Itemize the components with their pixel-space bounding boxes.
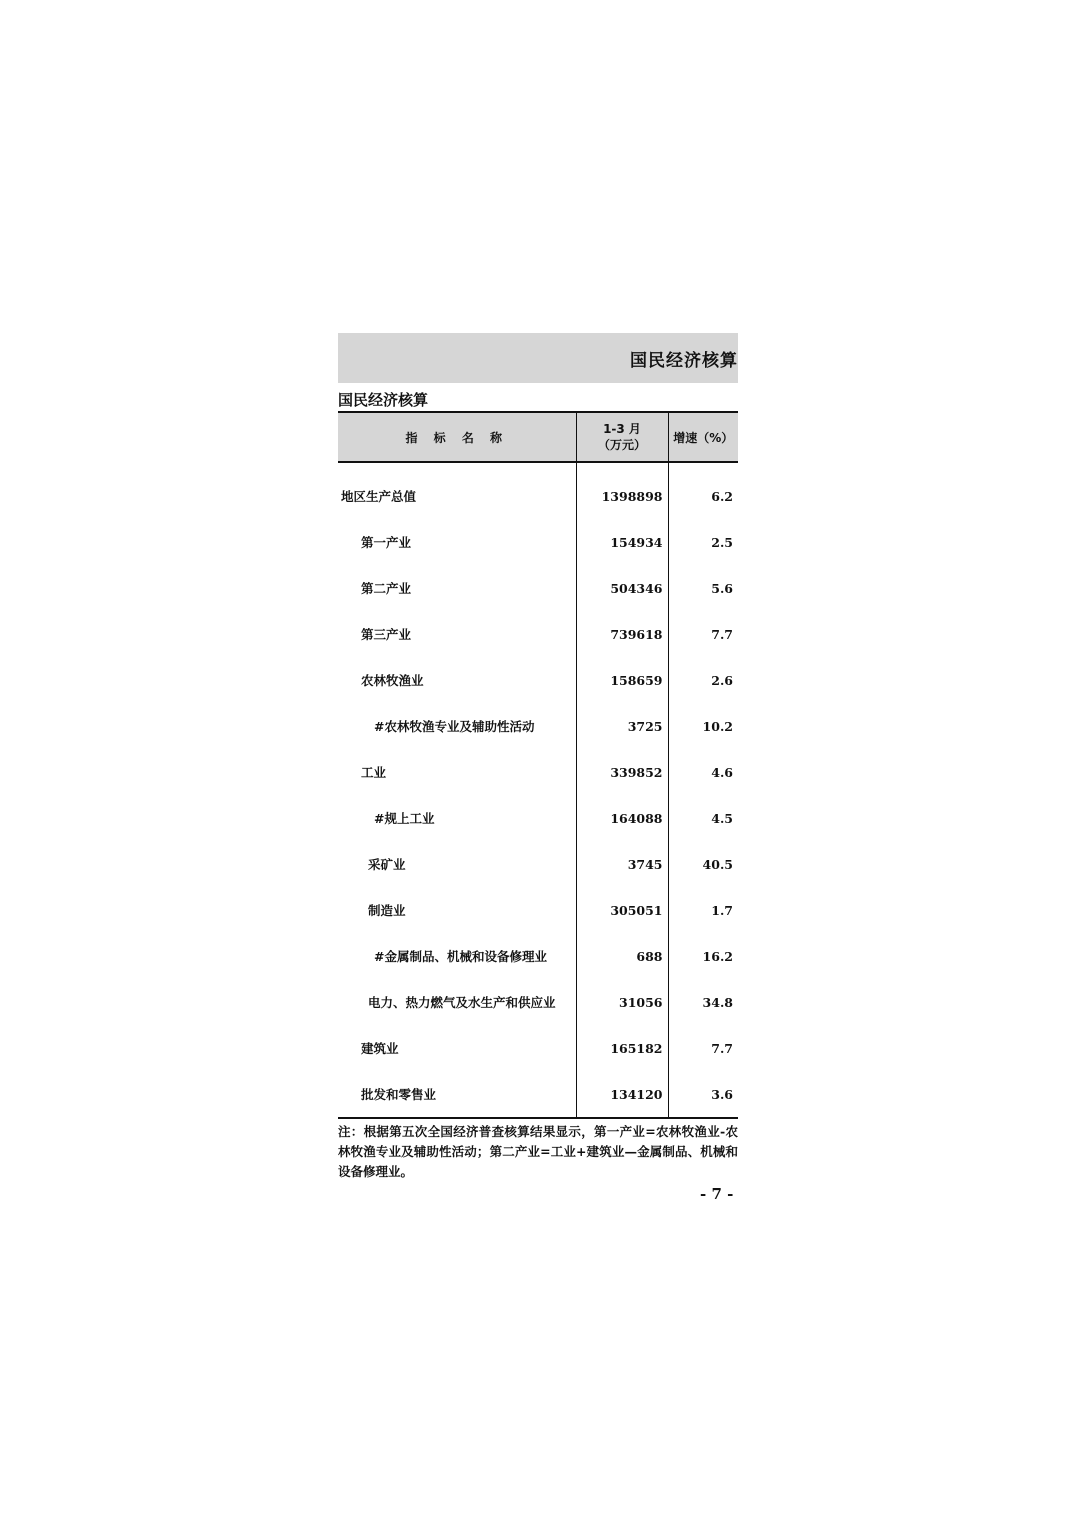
table-row <box>338 979 738 1025</box>
row-growth-rate: 4.5 <box>668 795 738 841</box>
row-indicator-name: 建筑业 <box>361 1041 399 1056</box>
header-value-period: 1-3 月 <box>603 422 641 436</box>
header-band-title: 国民经济核算 <box>630 350 738 371</box>
header-value <box>576 412 668 462</box>
table-row <box>338 887 738 933</box>
row-indicator-name: 采矿业 <box>368 857 406 872</box>
header-indicator-name: 指 标 名 称 <box>338 412 576 462</box>
row-value: 158659 <box>576 657 668 703</box>
row-indicator-name: 地区生产总值 <box>341 489 417 504</box>
row-indicator-name: 第一产业 <box>361 535 412 550</box>
table-row <box>338 1025 738 1071</box>
page-number: - 7 - <box>700 1185 734 1203</box>
row-indicator-name: 第三产业 <box>361 627 412 642</box>
header-band <box>338 333 738 383</box>
table-row <box>338 1071 738 1118</box>
row-value: 3745 <box>576 841 668 887</box>
statistics-table <box>338 411 738 1119</box>
row-value: 165182 <box>576 1025 668 1071</box>
table-row <box>338 933 738 979</box>
document-page <box>338 333 738 1182</box>
row-growth-rate: 7.7 <box>668 611 738 657</box>
row-indicator-name: #规上工业 <box>374 811 435 826</box>
row-indicator-name: #农林牧渔专业及辅助性活动 <box>374 719 535 734</box>
row-growth-rate: 40.5 <box>668 841 738 887</box>
row-growth-rate: 2.5 <box>668 519 738 565</box>
row-growth-rate: 3.6 <box>668 1071 738 1118</box>
row-value: 134120 <box>576 1071 668 1118</box>
row-growth-rate: 16.2 <box>668 933 738 979</box>
footnote: 注：根据第五次全国经济普查核算结果显示，第一产业=农林牧渔业-农林牧渔专业及辅助性活动；第二产业=工业+建筑业—金属制品、机械和设备修理业。 <box>338 1124 738 1179</box>
row-growth-rate: 4.6 <box>668 749 738 795</box>
table-row <box>338 462 738 519</box>
section-title: 国民经济核算 <box>338 391 429 409</box>
row-growth-rate: 10.2 <box>668 703 738 749</box>
row-indicator-name: 批发和零售业 <box>338 1071 576 1118</box>
table-row <box>338 703 738 749</box>
row-value: 1398898 <box>576 462 668 519</box>
row-growth-rate: 2.6 <box>668 657 738 703</box>
table-row <box>338 795 738 841</box>
row-indicator-name: 电力、热力燃气及水生产和供应业 <box>368 995 556 1010</box>
row-value: 31056 <box>576 979 668 1025</box>
header-value-unit: （万元） <box>597 438 646 452</box>
row-value: 739618 <box>576 611 668 657</box>
row-value: 339852 <box>576 749 668 795</box>
row-value: 3725 <box>576 703 668 749</box>
row-value: 688 <box>576 933 668 979</box>
row-growth-rate: 34.8 <box>668 979 738 1025</box>
table-header-row <box>338 412 738 462</box>
row-growth-rate: 7.7 <box>668 1025 738 1071</box>
row-growth-rate: 1.7 <box>668 887 738 933</box>
row-indicator-name: 农林牧渔业 <box>361 673 424 688</box>
row-indicator-name: #金属制品、机械和设备修理业 <box>374 949 547 964</box>
row-value: 154934 <box>576 519 668 565</box>
row-growth-rate: 6.2 <box>668 462 738 519</box>
header-growth-rate: 增速（%） <box>668 412 738 462</box>
table-row <box>338 519 738 565</box>
table-row <box>338 565 738 611</box>
row-growth-rate: 5.6 <box>668 565 738 611</box>
row-indicator-name: 制造业 <box>368 903 406 918</box>
row-value: 504346 <box>576 565 668 611</box>
row-indicator-name: 工业 <box>361 765 387 780</box>
table-row <box>338 749 738 795</box>
row-value: 305051 <box>576 887 668 933</box>
table-body <box>338 462 738 1118</box>
table-row <box>338 611 738 657</box>
row-value: 164088 <box>576 795 668 841</box>
table-row <box>338 841 738 887</box>
table-row <box>338 657 738 703</box>
table-header <box>338 412 738 462</box>
row-indicator-name: 第二产业 <box>361 581 412 596</box>
